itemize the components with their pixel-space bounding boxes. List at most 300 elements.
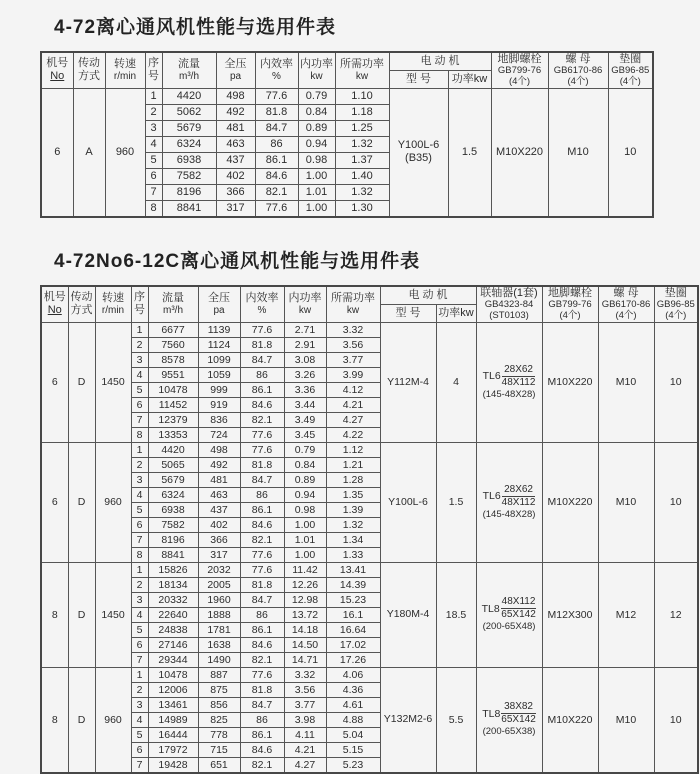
- cell-internal-power: 2.71: [284, 322, 326, 337]
- cell-required-power: 14.39: [326, 577, 380, 592]
- cell-required-power: 1.32: [326, 517, 380, 532]
- cell-internal-power: 14.71: [284, 652, 326, 667]
- cell-required-power: 5.23: [326, 757, 380, 773]
- cell-washer: 10: [608, 88, 653, 217]
- header-pressure: 全压 pa: [216, 52, 255, 88]
- cell-flow: 4420: [148, 442, 198, 457]
- cell-pressure: 498: [198, 442, 240, 457]
- cell-flow: 17972: [148, 742, 198, 757]
- cell-speed: 1450: [95, 562, 131, 667]
- cell-coupler: [476, 667, 542, 773]
- cell-seq: 6: [131, 742, 148, 757]
- cell-pressure: 825: [198, 712, 240, 727]
- cell-flow: 18134: [148, 577, 198, 592]
- cell-required-power: 1.30: [335, 200, 389, 217]
- cell-efficiency: 81.8: [240, 577, 284, 592]
- cell-pressure: 317: [216, 200, 255, 217]
- cell-seq: 8: [131, 427, 148, 442]
- cell-efficiency: 77.6: [255, 200, 298, 217]
- cell-required-power: 5.15: [326, 742, 380, 757]
- cell-efficiency: 77.6: [240, 442, 284, 457]
- cell-efficiency: 82.1: [240, 412, 284, 427]
- header-pressure: 全压 pa: [198, 286, 240, 322]
- cell-nut: M10: [598, 322, 654, 442]
- cell-required-power: 4.61: [326, 697, 380, 712]
- cell-required-power: 4.21: [326, 397, 380, 412]
- cell-machine-no: 6: [41, 88, 73, 217]
- cell-pressure: 492: [216, 104, 255, 120]
- cell-efficiency: 81.8: [240, 457, 284, 472]
- cell-drive-type: D: [68, 562, 95, 667]
- cell-seq: 7: [131, 652, 148, 667]
- cell-flow: 13353: [148, 427, 198, 442]
- cell-flow: 7560: [148, 337, 198, 352]
- cell-seq: 5: [131, 727, 148, 742]
- cell-efficiency: 82.1: [240, 652, 284, 667]
- cell-pressure: 2032: [198, 562, 240, 577]
- header-row-1: [41, 52, 653, 70]
- cell-machine-no: 8: [41, 667, 68, 773]
- cell-required-power: 1.25: [335, 120, 389, 136]
- cell-required-power: 4.06: [326, 667, 380, 682]
- cell-internal-power: 0.98: [298, 152, 335, 168]
- cell-required-power: 1.21: [326, 457, 380, 472]
- cell-flow: 6677: [148, 322, 198, 337]
- cell-internal-power: 12.26: [284, 577, 326, 592]
- cell-efficiency: 86.1: [240, 727, 284, 742]
- cell-pressure: 887: [198, 667, 240, 682]
- cell-flow: 6938: [162, 152, 216, 168]
- cell-washer: 10: [654, 322, 698, 442]
- cell-efficiency: 86.1: [255, 152, 298, 168]
- header-speed: 转速 r/min: [105, 52, 145, 88]
- cell-machine-no: 6: [41, 442, 68, 562]
- cell-efficiency: 77.6: [240, 427, 284, 442]
- cell-required-power: 1.32: [335, 136, 389, 152]
- cell-required-power: 1.35: [326, 487, 380, 502]
- cell-drive-type: A: [73, 88, 105, 217]
- cell-required-power: 13.41: [326, 562, 380, 577]
- coupler-size-top: 38X82: [501, 701, 535, 714]
- cell-required-power: 5.04: [326, 727, 380, 742]
- header-washer: 垫圈 GB96-85 (4个): [654, 286, 698, 322]
- coupler-type: TL6: [482, 490, 501, 503]
- cell-internal-power: 1.01: [284, 532, 326, 547]
- cell-seq: 7: [131, 412, 148, 427]
- table1-title: 4-72离心通风机性能与选用件表: [54, 17, 337, 38]
- cell-required-power: 1.28: [326, 472, 380, 487]
- cell-required-power: 3.99: [326, 367, 380, 382]
- header-speed: 转速 r/min: [95, 286, 131, 322]
- cell-speed: 1450: [95, 322, 131, 442]
- header-motor-model: 型 号: [380, 304, 436, 322]
- cell-flow: 20332: [148, 592, 198, 607]
- cell-nut: M12: [598, 562, 654, 667]
- cell-seq: 5: [131, 622, 148, 637]
- cell-drive-type: D: [68, 667, 95, 773]
- cell-efficiency: 84.7: [240, 472, 284, 487]
- cell-anchor-bolt: M10X220: [491, 88, 548, 217]
- cell-pressure: 402: [216, 168, 255, 184]
- motor-model-line: Y132M2-6: [383, 713, 433, 726]
- cell-pressure: 715: [198, 742, 240, 757]
- cell-required-power: 17.26: [326, 652, 380, 667]
- cell-motor-model: [380, 442, 436, 562]
- header-anchor-bolt: 地脚螺栓 GB799-76 (4个): [542, 286, 598, 322]
- cell-efficiency: 86: [240, 712, 284, 727]
- header-nut: 螺 母 GB6170-86 (4个): [598, 286, 654, 322]
- header-nut: 螺 母 GB6170-86 (4个): [548, 52, 608, 88]
- header-motor-power: 功率kw: [448, 70, 491, 88]
- cell-required-power: 15.23: [326, 592, 380, 607]
- cell-internal-power: 1.00: [284, 547, 326, 562]
- cell-required-power: 16.64: [326, 622, 380, 637]
- cell-seq: 8: [145, 200, 162, 217]
- cell-seq: 6: [131, 397, 148, 412]
- table2-title: 4-72No6-12C离心通风机性能与选用件表: [54, 250, 421, 272]
- cell-internal-power: 3.32: [284, 667, 326, 682]
- cell-flow: 8841: [162, 200, 216, 217]
- cell-pressure: 651: [198, 757, 240, 773]
- cell-required-power: 1.34: [326, 532, 380, 547]
- header-machine-no: 机号 No: [41, 52, 73, 88]
- cell-pressure: 463: [198, 487, 240, 502]
- coupler-designation: [477, 596, 542, 621]
- cell-efficiency: 77.6: [240, 562, 284, 577]
- header-anchor-bolt: 地脚螺栓 GB799-76 (4个): [491, 52, 548, 88]
- cell-speed: 960: [95, 442, 131, 562]
- cell-pressure: 999: [198, 382, 240, 397]
- cell-internal-power: 3.36: [284, 382, 326, 397]
- cell-seq: 2: [131, 682, 148, 697]
- cell-pressure: 481: [216, 120, 255, 136]
- cell-internal-power: 1.01: [298, 184, 335, 200]
- cell-internal-power: 14.18: [284, 622, 326, 637]
- cell-motor-model: [389, 88, 448, 217]
- cell-internal-power: 13.72: [284, 607, 326, 622]
- header-flow: 流量 m³/h: [162, 52, 216, 88]
- coupler-type: TL6: [482, 370, 501, 383]
- cell-pressure: 1960: [198, 592, 240, 607]
- cell-flow: 5679: [148, 472, 198, 487]
- cell-pressure: 481: [198, 472, 240, 487]
- header-internal-power: 内功率 kw: [298, 52, 335, 88]
- cell-seq: 5: [131, 382, 148, 397]
- cell-internal-power: 3.49: [284, 412, 326, 427]
- cell-efficiency: 84.7: [240, 592, 284, 607]
- cell-flow: 11452: [148, 397, 198, 412]
- cell-internal-power: 0.89: [284, 472, 326, 487]
- cell-pressure: 366: [216, 184, 255, 200]
- cell-flow: 5065: [148, 457, 198, 472]
- cell-internal-power: 1.00: [284, 517, 326, 532]
- header-seq: 序 号: [145, 52, 162, 88]
- cell-seq: 1: [131, 667, 148, 682]
- cell-motor-model: [380, 322, 436, 442]
- cell-pressure: 317: [198, 547, 240, 562]
- cell-internal-power: 0.94: [298, 136, 335, 152]
- cell-seq: 1: [131, 562, 148, 577]
- coupler-size-fraction: [502, 484, 536, 509]
- cell-washer: 10: [654, 667, 698, 773]
- cell-flow: 6324: [148, 487, 198, 502]
- header-washer: 垫圈 GB96-85 (4个): [608, 52, 653, 88]
- motor-model-line: Y112M-4: [387, 375, 429, 388]
- cell-flow: 15826: [148, 562, 198, 577]
- cell-required-power: 1.32: [335, 184, 389, 200]
- cell-efficiency: 77.6: [240, 322, 284, 337]
- cell-anchor-bolt: M10X220: [542, 322, 598, 442]
- cell-seq: 3: [131, 592, 148, 607]
- cell-pressure: 1781: [198, 622, 240, 637]
- cell-pressure: 463: [216, 136, 255, 152]
- cell-required-power: 3.56: [326, 337, 380, 352]
- coupler-type: TL8: [481, 602, 500, 615]
- cell-internal-power: 3.98: [284, 712, 326, 727]
- cell-flow: 16444: [148, 727, 198, 742]
- table-row: [41, 667, 698, 682]
- cell-required-power: 4.36: [326, 682, 380, 697]
- cell-pressure: 1139: [198, 322, 240, 337]
- cell-flow: 6324: [162, 136, 216, 152]
- cell-internal-power: 1.00: [298, 200, 335, 217]
- cell-flow: 4420: [162, 88, 216, 104]
- cell-efficiency: 84.7: [240, 697, 284, 712]
- cell-seq: 2: [131, 577, 148, 592]
- cell-flow: 7582: [162, 168, 216, 184]
- cell-anchor-bolt: M10X220: [542, 442, 598, 562]
- header-motor-group: 电 动 机: [389, 52, 491, 70]
- cell-efficiency: 86.1: [240, 622, 284, 637]
- cell-flow: 12006: [148, 682, 198, 697]
- header-coupler: 联轴器(1套) GB4323-84 (ST0103): [476, 286, 542, 322]
- fan-performance-table-2: [40, 285, 699, 774]
- fan-performance-table-1: [40, 51, 654, 218]
- cell-flow: 8196: [148, 532, 198, 547]
- cell-efficiency: 86: [240, 607, 284, 622]
- cell-seq: 6: [131, 517, 148, 532]
- cell-anchor-bolt: M10X220: [542, 667, 598, 773]
- cell-internal-power: 0.89: [298, 120, 335, 136]
- cell-flow: 7582: [148, 517, 198, 532]
- cell-flow: 29344: [148, 652, 198, 667]
- cell-seq: 4: [131, 712, 148, 727]
- cell-internal-power: 2.91: [284, 337, 326, 352]
- cell-required-power: 1.37: [335, 152, 389, 168]
- cell-seq: 3: [145, 120, 162, 136]
- cell-motor-power: 5.5: [436, 667, 476, 773]
- cell-efficiency: 81.8: [255, 104, 298, 120]
- coupler-designation: [477, 484, 542, 509]
- cell-efficiency: 86: [240, 487, 284, 502]
- coupler-size-bottom: 65X142: [501, 609, 536, 621]
- cell-pressure: 402: [198, 517, 240, 532]
- cell-flow: 5679: [162, 120, 216, 136]
- cell-flow: 5062: [162, 104, 216, 120]
- cell-washer: 12: [654, 562, 698, 667]
- cell-internal-power: 0.79: [298, 88, 335, 104]
- cell-required-power: 4.88: [326, 712, 380, 727]
- coupler-size-fraction: [502, 364, 536, 389]
- cell-drive-type: D: [68, 322, 95, 442]
- cell-coupler: [476, 562, 542, 667]
- cell-seq: 3: [131, 472, 148, 487]
- cell-efficiency: 86: [255, 136, 298, 152]
- cell-flow: 10478: [148, 382, 198, 397]
- motor-model-line: Y100L-6: [397, 139, 440, 152]
- cell-efficiency: 82.1: [240, 757, 284, 773]
- cell-pressure: 1638: [198, 637, 240, 652]
- cell-efficiency: 84.6: [240, 742, 284, 757]
- cell-efficiency: 84.7: [240, 352, 284, 367]
- cell-washer: 10: [654, 442, 698, 562]
- header-internal-power: 内功率 kw: [284, 286, 326, 322]
- cell-anchor-bolt: M12X300: [542, 562, 598, 667]
- cell-seq: 6: [131, 637, 148, 652]
- cell-seq: 5: [131, 502, 148, 517]
- cell-pressure: 2005: [198, 577, 240, 592]
- cell-efficiency: 86.1: [240, 382, 284, 397]
- cell-internal-power: 3.45: [284, 427, 326, 442]
- cell-pressure: 366: [198, 532, 240, 547]
- cell-drive-type: D: [68, 442, 95, 562]
- cell-efficiency: 84.6: [255, 168, 298, 184]
- cell-pressure: 492: [198, 457, 240, 472]
- header-motor-model: 型 号: [389, 70, 448, 88]
- cell-required-power: 16.1: [326, 607, 380, 622]
- cell-flow: 19428: [148, 757, 198, 773]
- cell-seq: 4: [131, 487, 148, 502]
- cell-seq: 3: [131, 697, 148, 712]
- cell-efficiency: 77.6: [255, 88, 298, 104]
- cell-seq: 4: [131, 367, 148, 382]
- cell-seq: 7: [145, 184, 162, 200]
- cell-flow: 9551: [148, 367, 198, 382]
- cell-internal-power: 3.77: [284, 697, 326, 712]
- cell-internal-power: 3.56: [284, 682, 326, 697]
- cell-required-power: 4.22: [326, 427, 380, 442]
- cell-pressure: 836: [198, 412, 240, 427]
- cell-required-power: 1.12: [326, 442, 380, 457]
- cell-internal-power: 11.42: [284, 562, 326, 577]
- cell-speed: 960: [95, 667, 131, 773]
- cell-efficiency: 77.6: [240, 547, 284, 562]
- cell-seq: 1: [145, 88, 162, 104]
- header-required-power: 所需功率 kw: [335, 52, 389, 88]
- cell-flow: 14989: [148, 712, 198, 727]
- cell-pressure: 778: [198, 727, 240, 742]
- coupler-size-top: 28X62: [502, 364, 536, 377]
- motor-model-line: Y100L-6: [388, 495, 428, 508]
- cell-required-power: 1.18: [335, 104, 389, 120]
- coupler-size-fraction: [501, 701, 535, 726]
- coupler-size-bottom: 48X112: [501, 376, 536, 388]
- header-motor-power: 功率kw: [436, 304, 476, 322]
- header-required-power: 所需功率 kw: [326, 286, 380, 322]
- cell-seq: 4: [131, 607, 148, 622]
- cell-flow: 27146: [148, 637, 198, 652]
- header-efficiency: 内效率 %: [255, 52, 298, 88]
- cell-efficiency: 81.8: [240, 682, 284, 697]
- cell-seq: 2: [131, 457, 148, 472]
- cell-internal-power: 4.27: [284, 757, 326, 773]
- cell-internal-power: 4.11: [284, 727, 326, 742]
- coupler-size-fraction: [501, 596, 537, 621]
- cell-seq: 2: [145, 104, 162, 120]
- cell-internal-power: 4.21: [284, 742, 326, 757]
- cell-pressure: 1490: [198, 652, 240, 667]
- cell-required-power: 1.40: [335, 168, 389, 184]
- cell-required-power: 1.33: [326, 547, 380, 562]
- header-motor-group: 电 动 机: [380, 286, 476, 304]
- cell-nut: M10: [548, 88, 608, 217]
- header-machine-no: 机号 No: [41, 286, 68, 322]
- cell-internal-power: 0.94: [284, 487, 326, 502]
- cell-seq: 8: [131, 547, 148, 562]
- cell-seq: 6: [145, 168, 162, 184]
- cell-internal-power: 0.98: [284, 502, 326, 517]
- coupler-note: (200-65X48): [482, 621, 536, 633]
- coupler-size-top: 48X112: [501, 596, 536, 608]
- cell-efficiency: 84.6: [240, 397, 284, 412]
- cell-internal-power: 0.84: [284, 457, 326, 472]
- coupler-note: (145-48X28): [482, 388, 536, 400]
- cell-flow: 24838: [148, 622, 198, 637]
- cell-efficiency: 82.1: [255, 184, 298, 200]
- cell-efficiency: 84.6: [240, 637, 284, 652]
- coupler-type: TL8: [482, 707, 501, 720]
- cell-flow: 12379: [148, 412, 198, 427]
- cell-efficiency: 86: [240, 367, 284, 382]
- motor-model-line: (B35): [405, 152, 432, 165]
- cell-machine-no: 6: [41, 322, 68, 442]
- cell-pressure: 1059: [198, 367, 240, 382]
- cell-flow: 22640: [148, 607, 198, 622]
- cell-motor-power: 18.5: [436, 562, 476, 667]
- cell-coupler: [476, 442, 542, 562]
- cell-internal-power: 14.50: [284, 637, 326, 652]
- coupler-size-bottom: 48X112: [501, 496, 536, 508]
- cell-seq: 3: [131, 352, 148, 367]
- cell-motor-model: [380, 667, 436, 773]
- cell-internal-power: 3.26: [284, 367, 326, 382]
- coupler-designation: [477, 701, 542, 726]
- cell-required-power: 3.32: [326, 322, 380, 337]
- cell-internal-power: 3.08: [284, 352, 326, 367]
- coupler-size-top: 28X62: [502, 484, 536, 497]
- table-row: [41, 562, 698, 577]
- cell-seq: 7: [131, 757, 148, 773]
- cell-pressure: 437: [198, 502, 240, 517]
- cell-required-power: 1.39: [326, 502, 380, 517]
- coupler-size-bottom: 65X142: [501, 714, 536, 726]
- cell-required-power: 17.02: [326, 637, 380, 652]
- cell-flow: 13461: [148, 697, 198, 712]
- cell-flow: 8578: [148, 352, 198, 367]
- cell-coupler: [476, 322, 542, 442]
- header-drive-type: 传动 方式: [73, 52, 105, 88]
- cell-flow: 8841: [148, 547, 198, 562]
- cell-pressure: 498: [216, 88, 255, 104]
- cell-seq: 4: [145, 136, 162, 152]
- header-drive-type: 传动 方式: [68, 286, 95, 322]
- coupler-note: (145-48X28): [482, 508, 536, 520]
- cell-pressure: 1099: [198, 352, 240, 367]
- cell-required-power: 4.27: [326, 412, 380, 427]
- cell-pressure: 1124: [198, 337, 240, 352]
- cell-internal-power: 1.00: [298, 168, 335, 184]
- header-efficiency: 内效率 %: [240, 286, 284, 322]
